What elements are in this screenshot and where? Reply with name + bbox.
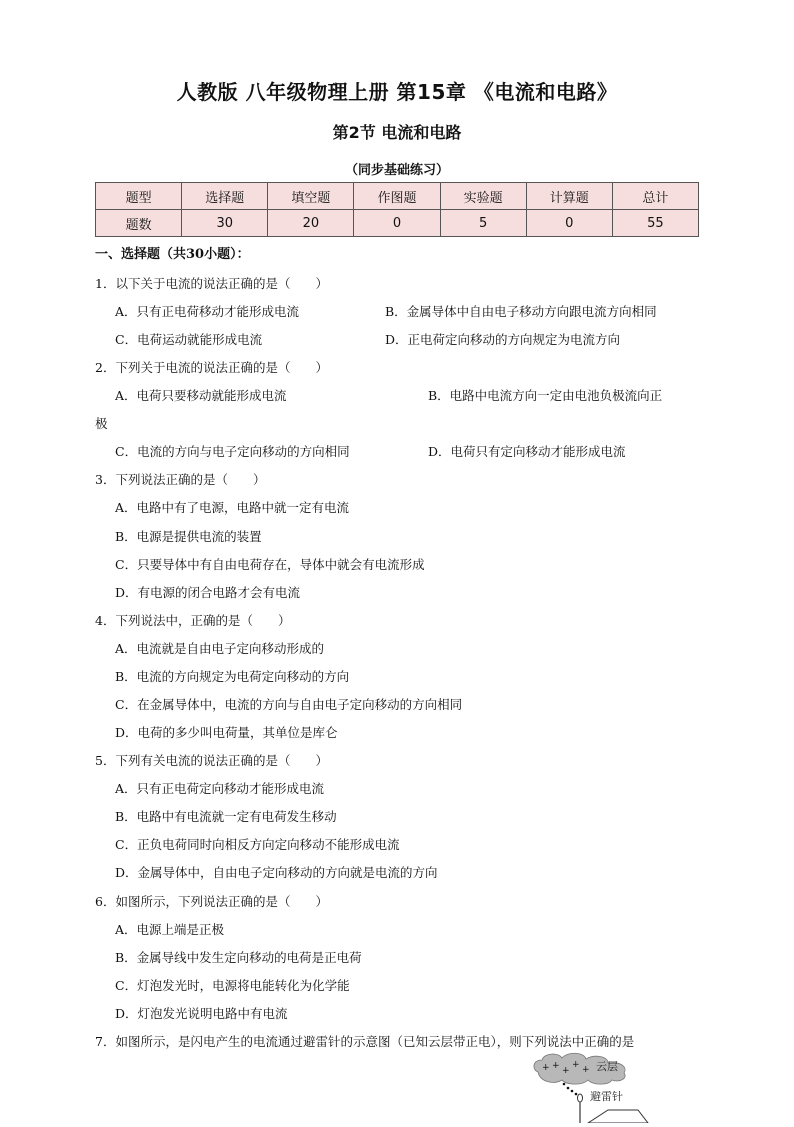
table-cell: 20 (268, 210, 354, 237)
question-stem: 7．如图所示，是闪电产生的电流通过避雷针的示意图（已知云层带正电），则下列说法中正确的是 (95, 1034, 635, 1049)
table-cell: 计算题 (526, 183, 612, 210)
option: C．正负电荷同时向相反方向定向移动不能形成电流 (115, 837, 400, 852)
option: D．电荷只有定向移动才能形成电流 (428, 444, 626, 459)
option: A．电流就是自由电子定向移动形成的 (115, 641, 325, 656)
question-stem: 5．下列有关电流的说法正确的是（ ） (95, 753, 328, 768)
cloud-label: 云层 (596, 1060, 618, 1073)
question-stem: 2．下列关于电流的说法正确的是（ ） (95, 360, 328, 375)
table-row (96, 210, 699, 237)
option: B．金属导线中发生定向移动的电荷是正电荷 (115, 950, 362, 965)
table-cell: 0 (354, 210, 440, 237)
option: B．电流的方向规定为电荷定向移动的方向 (115, 669, 350, 684)
option: A．只有正电荷定向移动才能形成电流 (115, 781, 325, 796)
charge-plus-icon: + (542, 1063, 550, 1073)
spark-icon (563, 1083, 578, 1096)
rod-label: 避雷针 (590, 1090, 623, 1103)
table-cell: 选择题 (182, 183, 268, 210)
table-cell: 题数 (96, 210, 182, 237)
table-cell: 5 (440, 210, 526, 237)
option: B．电路中电流方向一定由电池负极流向正 (428, 388, 663, 403)
table-cell: 0 (526, 210, 612, 237)
option: C．灯泡发光时，电源将电能转化为化学能 (115, 978, 350, 993)
table-row (96, 183, 699, 210)
rod-tip-icon (578, 1094, 583, 1102)
option: A．只有正电荷移动才能形成电流 (115, 304, 300, 319)
table-cell: 总计 (612, 183, 698, 210)
question-stem: 1．以下关于电流的说法正确的是（ ） (95, 276, 328, 291)
table-cell: 题型 (96, 183, 182, 210)
charge-plus-icon: + (582, 1065, 590, 1075)
option: D．灯泡发光说明电路中有电流 (115, 1006, 288, 1021)
charge-plus-icon: + (552, 1061, 560, 1071)
option-wrap: 极 (95, 416, 108, 431)
question-stem: 4．下列说法中，正确的是（ ） (95, 613, 291, 628)
question-summary-table (95, 182, 699, 237)
table-cell: 30 (182, 210, 268, 237)
option: B．电源是提供电流的装置 (115, 529, 262, 544)
section-heading: 一、选择题（共30小题）： (95, 247, 250, 262)
page-title: 人教版 八年级物理上册 第15章 《电流和电路》 (176, 80, 618, 104)
lightning-rod-figure (528, 1048, 678, 1123)
table-cell: 55 (612, 210, 698, 237)
option: D．电荷的多少叫电荷量，其单位是库仑 (115, 725, 338, 740)
question-stem: 3．下列说法正确的是（ ） (95, 472, 266, 487)
building-roof-icon (588, 1110, 648, 1123)
option: C．只要导体中有自由电荷存在，导体中就会有电流形成 (115, 557, 425, 572)
option: A．电路中有了电源，电路中就一定有电流 (115, 500, 350, 515)
charge-plus-icon: + (572, 1060, 580, 1070)
option: C．在金属导体中，电流的方向与自由电子定向移动的方向相同 (115, 697, 463, 712)
table-cell: 作图题 (354, 183, 440, 210)
option: C．电流的方向与电子定向移动的方向相同 (115, 444, 350, 459)
option: A．电源上端是正极 (115, 922, 225, 937)
lightning-rod-diagram (528, 1048, 678, 1123)
option: A．电荷只要移动就能形成电流 (115, 388, 287, 403)
option: D．有电源的闭合电路才会有电流 (115, 585, 301, 600)
charge-plus-icon: + (562, 1066, 570, 1076)
table-cell: 填空题 (268, 183, 354, 210)
option: B．电路中有电流就一定有电荷发生移动 (115, 809, 337, 824)
option: D．正电荷定向移动的方向规定为电流方向 (385, 332, 621, 347)
option: C．电荷运动就能形成电流 (115, 332, 263, 347)
question-stem: 6．如图所示，下列说法正确的是（ ） (95, 894, 328, 909)
table-cell: 实验题 (440, 183, 526, 210)
section-title: 第2节 电流和电路 (332, 123, 462, 142)
option: B．金属导体中自由电子移动方向跟电流方向相同 (385, 304, 657, 319)
option: D．金属导体中，自由电子定向移动的方向就是电流的方向 (115, 865, 438, 880)
practice-subtitle: （同步基础练习） (344, 163, 449, 178)
